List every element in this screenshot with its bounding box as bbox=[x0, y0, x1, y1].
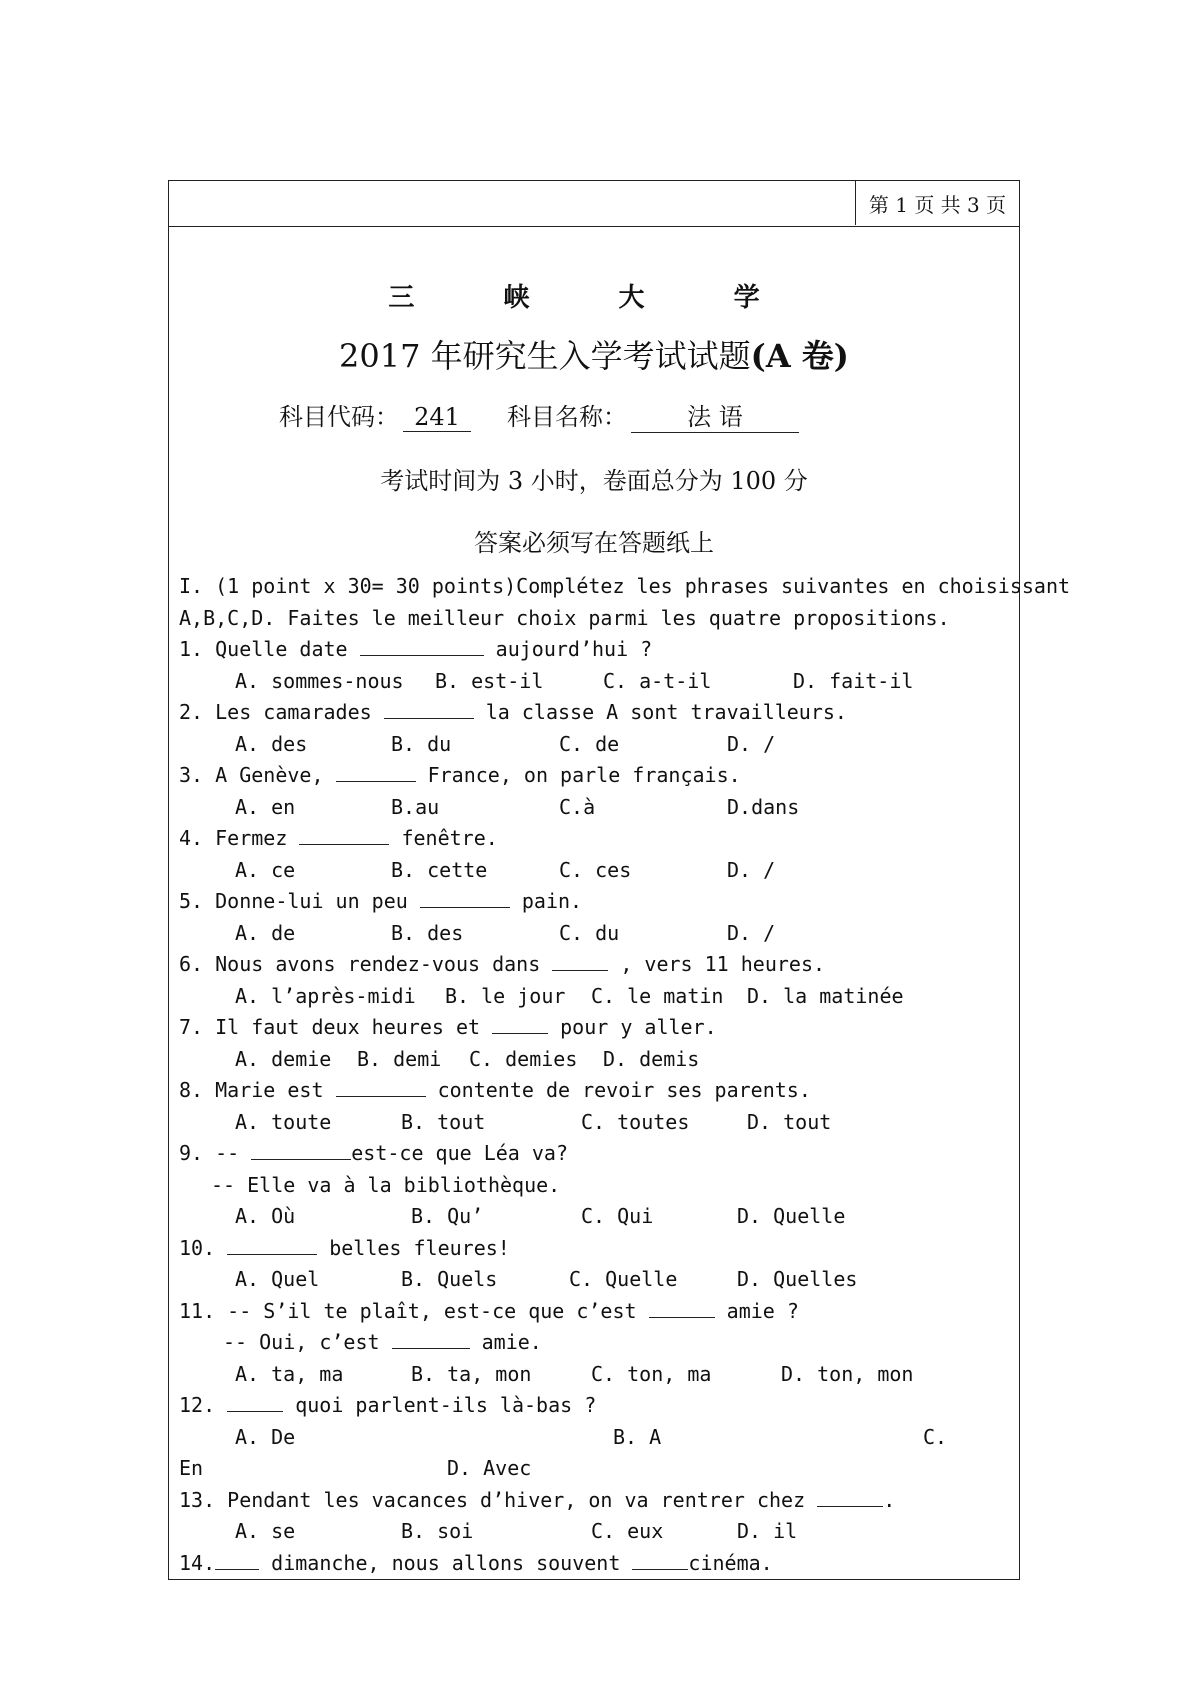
question-text: France, on parle français. bbox=[415, 763, 741, 787]
option: C. de bbox=[559, 731, 620, 756]
options-row bbox=[179, 1516, 1013, 1548]
university-name: 三 峡 大 学 bbox=[388, 283, 800, 313]
question-text: pain. bbox=[509, 889, 583, 913]
option: A. toute bbox=[235, 1109, 332, 1134]
subject-name: 法 语 bbox=[631, 397, 799, 433]
answer-blank bbox=[649, 1297, 715, 1318]
question-text: la classe A sont travailleurs. bbox=[473, 700, 847, 724]
question-text: -- Elle va à la bibliothèque. bbox=[211, 1172, 561, 1197]
exam-title-main: 2017 年研究生入学考试试题 bbox=[339, 337, 751, 375]
option: D. Quelles bbox=[737, 1267, 858, 1291]
option: D. il bbox=[737, 1519, 798, 1543]
option: En bbox=[179, 1456, 204, 1480]
exam-title-paper: (A 卷) bbox=[750, 337, 849, 375]
option: C.à bbox=[559, 794, 596, 819]
option: B. du bbox=[391, 731, 452, 756]
question-line bbox=[179, 886, 1013, 918]
option: A. ta, ma bbox=[235, 1361, 344, 1386]
answer-blank bbox=[215, 1549, 259, 1570]
option: C. ces bbox=[559, 857, 632, 882]
option: A. De bbox=[235, 1424, 296, 1449]
exam-frame bbox=[168, 180, 1071, 1580]
option: A. demie bbox=[235, 1046, 332, 1071]
subject-code: 241 bbox=[403, 403, 471, 432]
option: C. eux bbox=[591, 1519, 664, 1543]
question-text: 1. Quelle date bbox=[179, 637, 360, 661]
question-line bbox=[179, 697, 1013, 729]
question-line bbox=[179, 1296, 1013, 1328]
question-text: 14. bbox=[179, 1550, 216, 1575]
option: A. ce bbox=[235, 857, 296, 882]
options-row bbox=[179, 918, 1013, 950]
option: B. le jour bbox=[445, 983, 566, 1008]
question-text: 4. Fermez bbox=[179, 826, 300, 850]
option: C. Qui bbox=[581, 1204, 654, 1228]
question-text: contente de revoir ses parents. bbox=[425, 1078, 811, 1102]
option: A. des bbox=[235, 731, 308, 756]
question-line bbox=[179, 1138, 1013, 1170]
question-line bbox=[179, 823, 1013, 855]
question-line bbox=[179, 1485, 1013, 1517]
option: B. A bbox=[613, 1424, 662, 1449]
page-number: 第 1 页 共 3 页 bbox=[855, 181, 1019, 225]
question-text: belles fleures! bbox=[317, 1235, 510, 1260]
subject-line bbox=[279, 397, 799, 433]
question-text: 11. -- S’il te plaît, est-ce que c’est bbox=[179, 1298, 649, 1323]
answer-blank bbox=[552, 950, 608, 971]
answer-blank bbox=[227, 1234, 317, 1255]
question-text: aujourd’hui ? bbox=[483, 637, 653, 661]
option: B. Qu’ bbox=[411, 1204, 484, 1228]
answer-blank bbox=[336, 1076, 426, 1097]
options-row bbox=[179, 1107, 1013, 1139]
option: A. se bbox=[235, 1519, 296, 1543]
option: B.au bbox=[391, 794, 440, 819]
options-row bbox=[179, 1264, 1013, 1296]
option: D. / bbox=[727, 920, 776, 945]
question-text: 10. bbox=[179, 1235, 228, 1260]
options-row bbox=[179, 1044, 1013, 1076]
question-text: pour y aller. bbox=[548, 1015, 717, 1039]
option: C. demies bbox=[469, 1046, 578, 1071]
question-text: fenêtre. bbox=[389, 826, 498, 850]
answer-blank bbox=[360, 635, 484, 656]
options-row bbox=[179, 1201, 1013, 1233]
question-text: 5. Donne-lui un peu bbox=[179, 889, 420, 913]
time-note: 考试时间为 3 小时，卷面总分为 100 分 bbox=[380, 467, 808, 495]
answer-note: 答案必须写在答题纸上 bbox=[474, 529, 714, 557]
question-text: cinéma. bbox=[688, 1550, 773, 1575]
instruction-line: I. (1 point x 30= 30 points)Complétez les phrases suivantes en choisissant bbox=[179, 574, 1071, 598]
option: A. l’après-midi bbox=[235, 983, 416, 1008]
question-text: , vers 11 heures. bbox=[608, 952, 826, 976]
answer-blank bbox=[227, 1391, 283, 1412]
answer-blank bbox=[336, 761, 416, 782]
question-text: 2. Les camarades bbox=[179, 700, 384, 724]
option: B. tout bbox=[401, 1109, 486, 1134]
answer-blank bbox=[251, 1139, 351, 1160]
subject-code-label: 科目代码： bbox=[279, 403, 399, 431]
answer-blank bbox=[492, 1013, 548, 1034]
question-line bbox=[179, 1170, 1013, 1202]
options-row bbox=[179, 666, 1013, 698]
question-text: amie ? bbox=[714, 1298, 799, 1323]
answer-blank bbox=[392, 1328, 470, 1349]
question-text: 13. Pendant les vacances d’hiver, on va rentrer chez bbox=[179, 1487, 818, 1512]
question-text: 12. bbox=[179, 1393, 228, 1417]
question-text: 6. Nous avons rendez-vous dans bbox=[179, 952, 553, 976]
option: C. Quelle bbox=[569, 1267, 678, 1291]
option: B. est-il bbox=[435, 668, 544, 693]
question-text: dimanche, nous allons souvent bbox=[259, 1550, 633, 1575]
question-line bbox=[179, 634, 1013, 666]
options-row bbox=[179, 855, 1013, 887]
options-row bbox=[179, 1359, 1013, 1391]
question-line bbox=[179, 1075, 1013, 1107]
options-row bbox=[179, 1453, 1013, 1485]
option: D. / bbox=[727, 731, 776, 756]
question-line bbox=[179, 1548, 1013, 1580]
question-text: -- Oui, c’est bbox=[223, 1330, 392, 1354]
option: D. ton, mon bbox=[781, 1361, 914, 1386]
option: A. Quel bbox=[235, 1267, 320, 1291]
question-area bbox=[179, 571, 1071, 1579]
answer-blank bbox=[817, 1486, 883, 1507]
option: B. des bbox=[391, 920, 464, 945]
options-row bbox=[179, 792, 1013, 824]
option: D.dans bbox=[727, 794, 800, 819]
subject-name-label: 科目名称： bbox=[507, 403, 627, 431]
question-line bbox=[179, 1012, 1013, 1044]
option: D. demis bbox=[603, 1046, 700, 1071]
question-text: 8. Marie est bbox=[179, 1078, 336, 1102]
question-line bbox=[179, 949, 1013, 981]
option: A. Où bbox=[235, 1204, 296, 1228]
option: D. Avec bbox=[447, 1456, 532, 1480]
header-row bbox=[169, 181, 1019, 227]
question-text: 9. -- bbox=[179, 1141, 252, 1165]
option: C. ton, ma bbox=[591, 1361, 712, 1386]
question-line bbox=[179, 760, 1013, 792]
question-line bbox=[179, 1233, 1013, 1265]
option: C. du bbox=[559, 920, 620, 945]
options-row bbox=[179, 1422, 1013, 1454]
option: C. le matin bbox=[591, 983, 724, 1008]
option: B. ta, mon bbox=[411, 1361, 532, 1386]
option: D. fait-il bbox=[793, 668, 914, 693]
option: B. cette bbox=[391, 857, 488, 882]
option: B. soi bbox=[401, 1519, 474, 1543]
option: A. sommes-nous bbox=[235, 668, 404, 693]
answer-blank bbox=[299, 824, 389, 845]
option: C. toutes bbox=[581, 1109, 690, 1134]
option: D. tout bbox=[747, 1109, 832, 1134]
question-text: 7. Il faut deux heures et bbox=[179, 1015, 493, 1039]
options-row bbox=[179, 981, 1013, 1013]
option: B. demi bbox=[357, 1046, 442, 1071]
answer-blank bbox=[632, 1549, 688, 1570]
option: D. la matinée bbox=[747, 983, 904, 1008]
options-row bbox=[179, 729, 1013, 761]
instruction-line: A,B,C,D. Faites le meilleur choix parmi les quatre propositions. bbox=[179, 605, 950, 630]
question-text: amie. bbox=[469, 1330, 542, 1354]
answer-blank bbox=[384, 698, 474, 719]
exam-title bbox=[169, 331, 1019, 377]
question-line bbox=[179, 1390, 1013, 1422]
option: C. bbox=[923, 1424, 948, 1449]
question-text: 3. A Genève, bbox=[179, 763, 336, 787]
option: B. Quels bbox=[401, 1267, 498, 1291]
question-text: quoi parlent-ils là-bas ? bbox=[283, 1393, 597, 1417]
option: D. Quelle bbox=[737, 1204, 846, 1228]
question-line bbox=[179, 1327, 1013, 1359]
option: D. / bbox=[727, 857, 776, 882]
question-text: est-ce que Léa va? bbox=[351, 1141, 568, 1165]
question-text: . bbox=[883, 1487, 896, 1512]
option: A. en bbox=[235, 794, 296, 819]
option: C. a-t-il bbox=[603, 668, 712, 693]
answer-blank bbox=[420, 887, 510, 908]
option: A. de bbox=[235, 920, 296, 945]
